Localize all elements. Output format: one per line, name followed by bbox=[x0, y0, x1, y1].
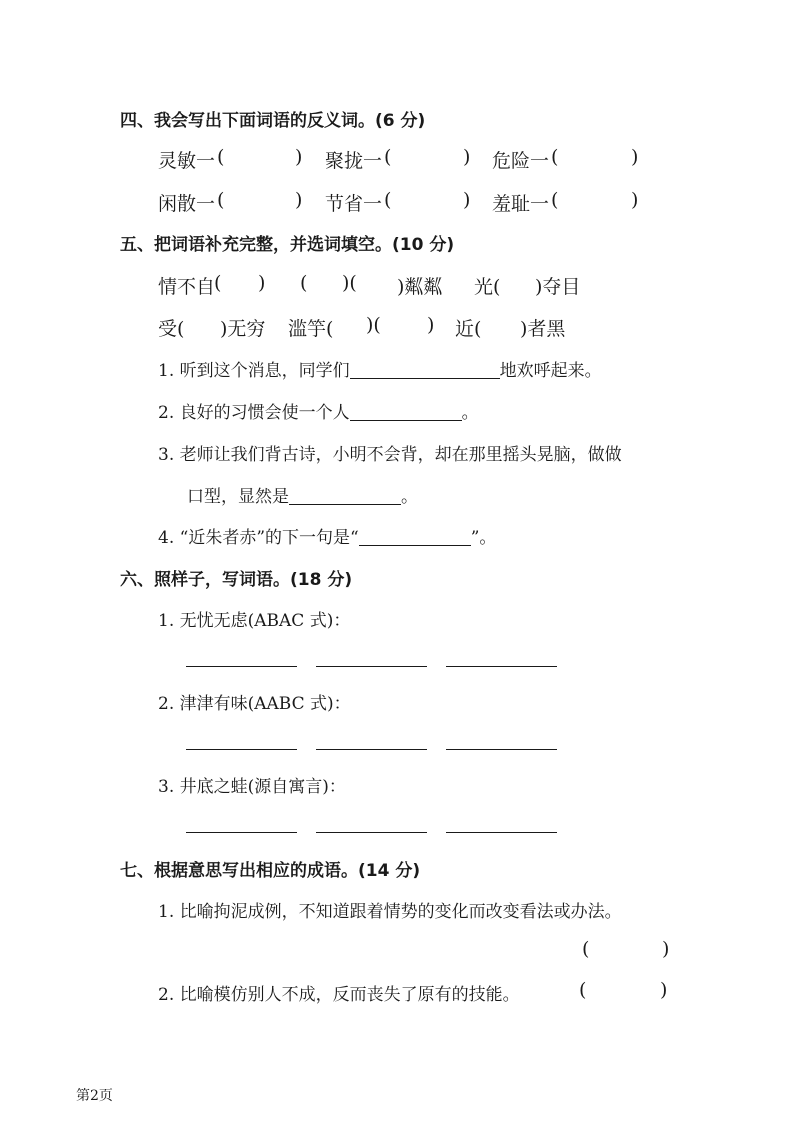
idiom-fragment: )无穷 bbox=[220, 318, 266, 340]
answer-line[interactable] bbox=[316, 666, 427, 667]
idiom-fragment: ) bbox=[427, 314, 435, 336]
paren-open: ( bbox=[551, 189, 559, 211]
answer-paren-open[interactable]: ( bbox=[582, 938, 590, 960]
answer-line[interactable] bbox=[446, 832, 557, 833]
antonym-word: 灵敏一 bbox=[158, 150, 216, 172]
question-text: 口型，显然是 bbox=[187, 487, 289, 507]
answer-line[interactable] bbox=[186, 749, 297, 750]
answer-line[interactable] bbox=[316, 832, 427, 833]
idiom-meaning-2: 2. 比喻模仿别人不成，反而丧失了原有的技能。 bbox=[158, 985, 520, 1005]
fill-question-1 bbox=[158, 356, 602, 381]
antonym-word: 羞耻一 bbox=[492, 193, 550, 215]
idiom-fragment: 光( bbox=[474, 276, 501, 298]
fill-question-4 bbox=[158, 523, 496, 548]
section-7-heading: 七、根据意思写出相应的成语。(14 分) bbox=[120, 861, 421, 881]
answer-line[interactable] bbox=[186, 666, 297, 667]
page-number: 第2页 bbox=[76, 1088, 113, 1104]
paren-open: ( bbox=[214, 272, 222, 294]
idiom-fragment: ( bbox=[300, 272, 308, 294]
idiom-fragment: )( bbox=[366, 314, 381, 336]
question-text: 。 bbox=[401, 487, 418, 507]
paren-close: ) bbox=[258, 272, 266, 294]
idiom-fragment: )夺目 bbox=[535, 276, 581, 298]
fill-question-3-line-1: 3. 老师让我们背古诗，小明不会背，却在那里摇头晃脑，做做 bbox=[158, 445, 622, 465]
answer-paren-close[interactable]: ) bbox=[662, 938, 670, 960]
idiom-fragment: )( bbox=[342, 272, 357, 294]
idiom-meaning-1: 1. 比喻拘泥成例，不知道跟着情势的变化而改变看法或办法。 bbox=[158, 902, 622, 922]
paren-close: ) bbox=[631, 189, 639, 211]
answer-blank[interactable] bbox=[350, 362, 500, 379]
section-5-heading: 五、把词语补充完整，并选词填空。(10 分) bbox=[120, 235, 455, 255]
question-text: 2. 良好的习惯会使一个人 bbox=[158, 403, 350, 423]
answer-blank[interactable] bbox=[289, 488, 401, 505]
pattern-item-2: 2. 津津有味(AABC 式)： bbox=[158, 694, 351, 714]
antonym-word: 危险一 bbox=[492, 150, 550, 172]
question-text: 1. 听到这个消息，同学们 bbox=[158, 361, 350, 381]
paren-open: ( bbox=[384, 146, 392, 168]
idiom-fragment: )者黑 bbox=[520, 318, 566, 340]
question-text: 4. “近朱者赤”的下一句是“ bbox=[158, 528, 359, 548]
question-text: ”。 bbox=[470, 528, 497, 548]
answer-line[interactable] bbox=[186, 832, 297, 833]
paren-close: ) bbox=[463, 189, 471, 211]
answer-line[interactable] bbox=[316, 749, 427, 750]
antonym-word: 闲散一 bbox=[158, 193, 216, 215]
idiom-fragment: 滥竽( bbox=[288, 318, 334, 340]
question-text: 。 bbox=[461, 403, 479, 423]
answer-paren-close[interactable]: ) bbox=[660, 979, 668, 1001]
section-6-heading: 六、照样子，写词语。(18 分) bbox=[120, 570, 353, 590]
paren-close: ) bbox=[631, 146, 639, 168]
paren-open: ( bbox=[217, 146, 225, 168]
paren-close: ) bbox=[463, 146, 471, 168]
answer-blank[interactable] bbox=[359, 529, 471, 546]
paren-open: ( bbox=[217, 189, 225, 211]
answer-line[interactable] bbox=[446, 749, 557, 750]
fill-question-2 bbox=[158, 398, 479, 423]
answer-line[interactable] bbox=[446, 666, 557, 667]
pattern-item-3: 3. 井底之蛙(源自寓言)： bbox=[158, 777, 346, 797]
paren-close: ) bbox=[295, 146, 303, 168]
idiom-fragment: 近( bbox=[455, 318, 482, 340]
idiom-fragment: )粼粼 bbox=[397, 276, 443, 298]
fill-question-3-line-2 bbox=[187, 482, 418, 507]
question-text: 地欢呼起来。 bbox=[499, 361, 602, 381]
paren-close: ) bbox=[295, 189, 303, 211]
pattern-item-1: 1. 无忧无虑(ABAC 式)： bbox=[158, 611, 351, 631]
antonym-word: 节省一 bbox=[325, 193, 383, 215]
answer-paren-open[interactable]: ( bbox=[579, 979, 587, 1001]
paren-open: ( bbox=[384, 189, 392, 211]
idiom-fragment: 受( bbox=[158, 318, 185, 340]
idiom-fragment: 情不自 bbox=[158, 276, 216, 298]
antonym-word: 聚拢一 bbox=[325, 150, 383, 172]
section-4-heading: 四、我会写出下面词语的反义词。(6 分) bbox=[120, 111, 426, 131]
paren-open: ( bbox=[551, 146, 559, 168]
answer-blank[interactable] bbox=[350, 404, 462, 421]
